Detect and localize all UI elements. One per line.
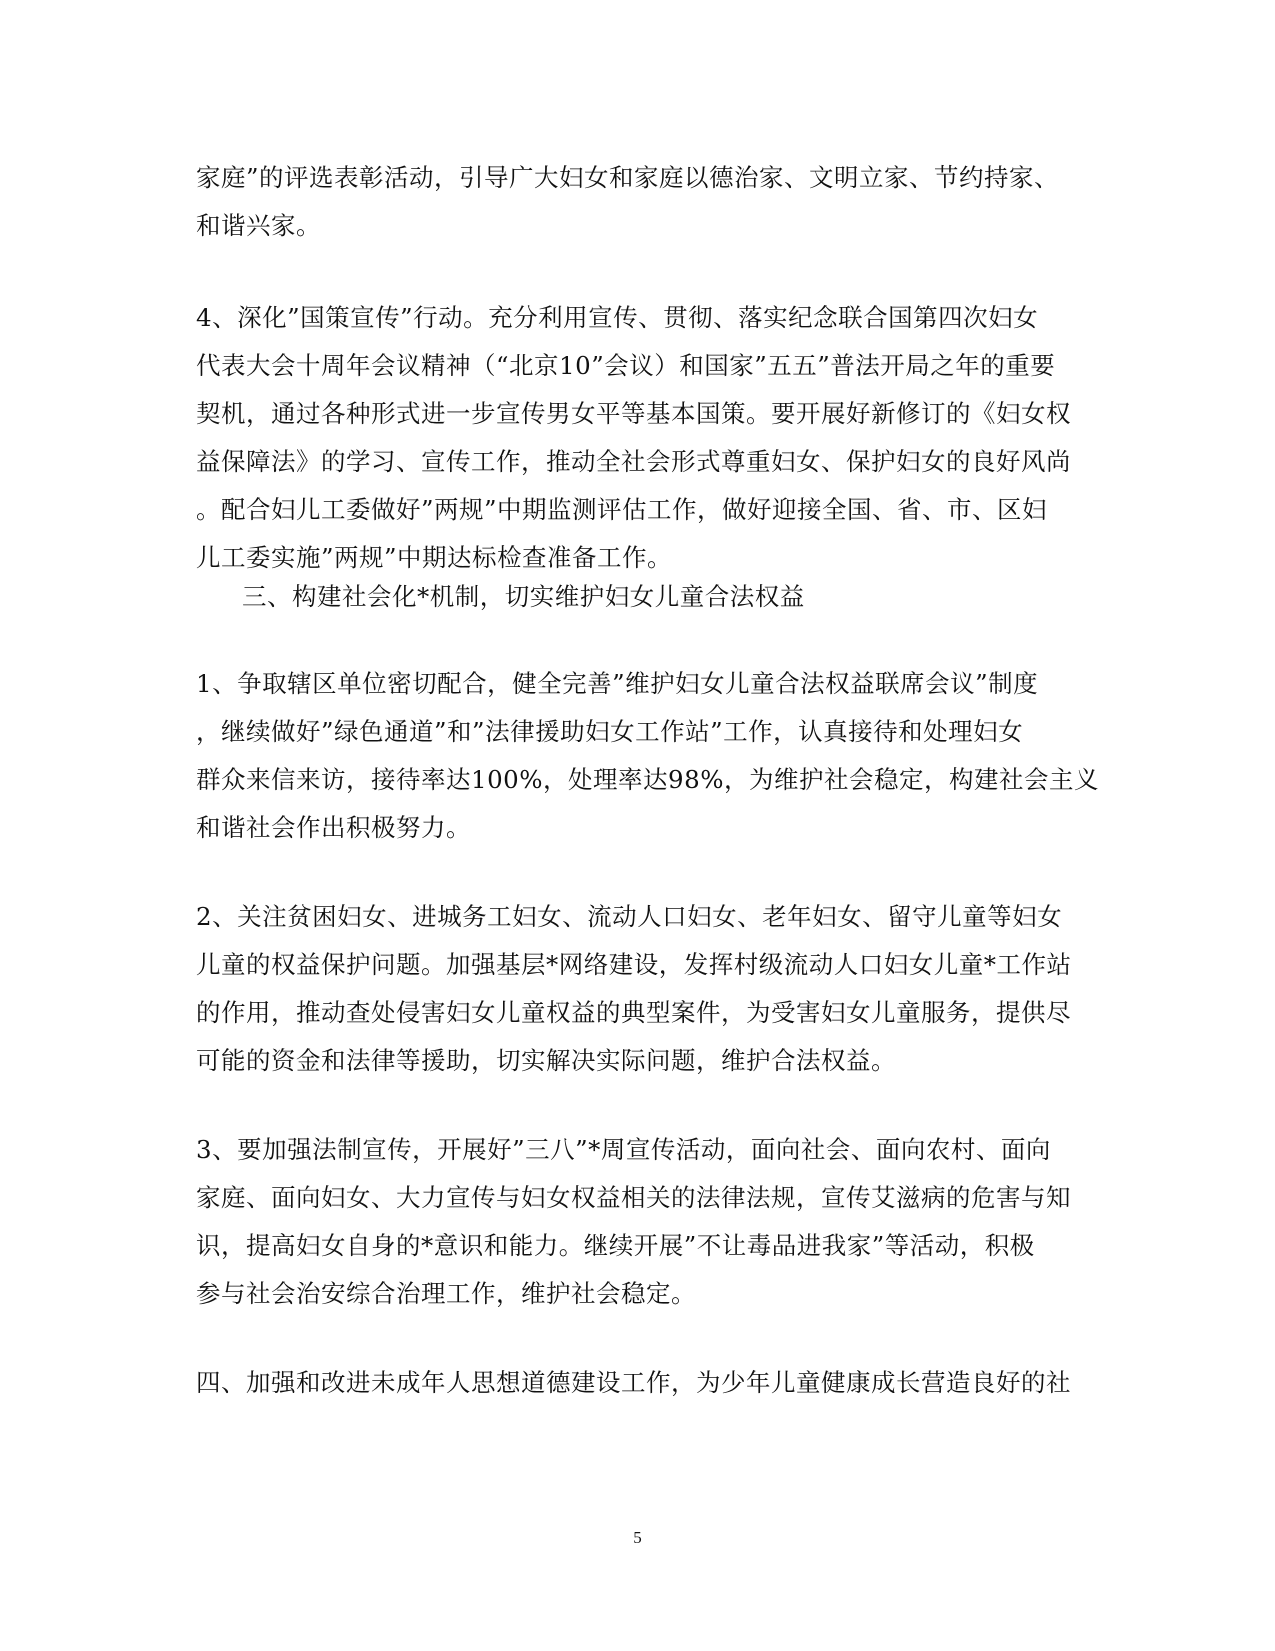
text-line: 的作用，推动查处侵害妇女儿童权益的典型案件，为受害妇女儿童服务，提供尽 [196,998,1071,1027]
text-line: 群众来信来访，接待率达100%，处理率达98%，为维护社会稳定，构建社会主义 [196,765,1099,794]
text-line: 和谐兴家。 [196,211,321,240]
text-line: 1、争取辖区单位密切配合，健全完善”维护妇女儿童合法权益联席会议”制度 [196,669,1039,698]
text-line: 3、要加强法制宣传，开展好”三八”*周宣传活动，面向社会、面向农村、面向 [196,1135,1051,1164]
text-line: 儿童的权益保护问题。加强基层*网络建设，发挥村级流动人口妇女儿童*工作站 [196,950,1072,979]
text-line: 可能的资金和法律等援助，切实解决实际问题，维护合法权益。 [196,1046,896,1075]
text-line: 参与社会治安综合治理工作，维护社会稳定。 [196,1279,696,1308]
paragraph-item-4 [196,294,1076,582]
paragraph-family-evaluation [196,154,1076,250]
text-line: 4、深化”国策宣传”行动。充分利用宣传、贯彻、落实纪念联合国第四次妇女 [196,303,1039,332]
section-heading-3: 三、构建社会化*机制，切实维护妇女儿童合法权益 [242,582,805,611]
paragraph-item-3 [196,1126,1076,1318]
text-line: 和谐社会作出积极努力。 [196,813,471,842]
text-line: 家庭、面向妇女、大力宣传与妇女权益相关的法律法规，宣传艾滋病的危害与知 [196,1183,1071,1212]
section-heading-4 [196,1359,1076,1407]
paragraph-item-1 [196,660,1099,852]
text-line: 代表大会十周年会议精神（“北京10”会议）和国家”五五”普法开局之年的重要 [196,351,1056,380]
text-line: 识，提高妇女自身的*意识和能力。继续开展”不让毒品进我家”等活动，积极 [196,1231,1035,1260]
text-line: ，继续做好”绿色通道”和”法律援助妇女工作站”工作，认真接待和处理妇女 [196,717,1024,746]
paragraph-item-2 [196,893,1076,1085]
text-line: 。配合妇儿工委做好”两规”中期监测评估工作，做好迎接全国、省、市、区妇 [196,495,1048,524]
text-line: 儿工委实施”两规”中期达标检查准备工作。 [196,543,673,572]
text-line: 四、加强和改进未成年人思想道德建设工作，为少年儿童健康成长营造良好的社 [196,1368,1071,1397]
text-line: 契机，通过各种形式进一步宣传男女平等基本国策。要开展好新修订的《妇女权 [196,399,1071,428]
page-number: 5 [633,1528,642,1547]
text-line: 2、关注贫困妇女、进城务工妇女、流动人口妇女、老年妇女、留守儿童等妇女 [196,902,1063,931]
text-line: 家庭”的评选表彰活动，引导广大妇女和家庭以德治家、文明立家、节约持家、 [196,163,1060,192]
text-line: 益保障法》的学习、宣传工作，推动全社会形式尊重妇女、保护妇女的良好风尚 [196,447,1071,476]
